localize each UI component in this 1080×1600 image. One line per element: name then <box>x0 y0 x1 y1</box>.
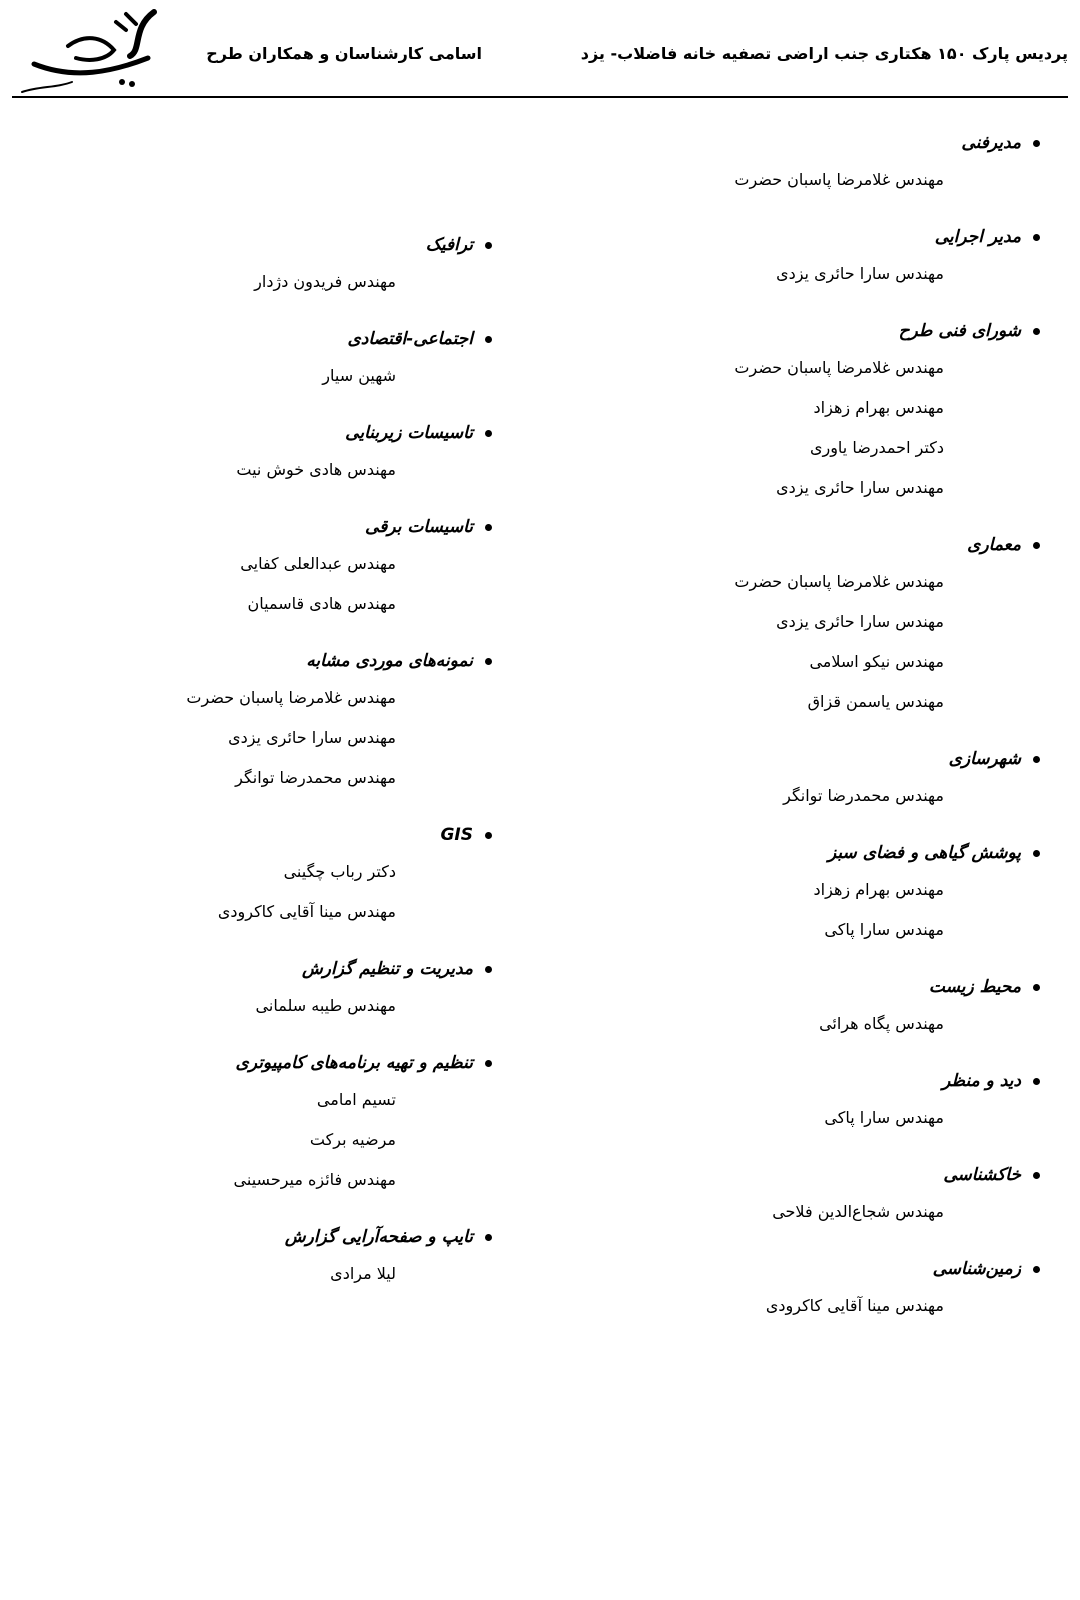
section-title <box>22 648 492 674</box>
team-member: تسیم امامی <box>316 1090 396 1109</box>
team-member: مهندس غلامرضا پاسبان حضرت <box>734 170 944 189</box>
project-title: پردیس پارک ۱۵۰ هکتاری جنب اراضی تصفیه خانه فاضلاب- یزد <box>580 44 1068 63</box>
section-title <box>22 514 492 540</box>
logo-icon <box>14 6 164 96</box>
section <box>22 648 492 788</box>
team-member: مهندس سارا پاکی <box>824 920 944 939</box>
section <box>620 1256 1040 1316</box>
bullet-icon <box>485 242 492 249</box>
section-title <box>620 224 1040 250</box>
section-title-text: تاسیسات زیربنایی <box>345 423 473 443</box>
bullet-icon <box>1033 234 1040 241</box>
bullet-icon <box>485 336 492 343</box>
bullet-icon <box>1033 850 1040 857</box>
team-member: مهندس غلامرضا پاسبان حضرت <box>186 688 396 707</box>
bullet-icon <box>1033 140 1040 147</box>
bullet-icon <box>1033 1266 1040 1273</box>
bullet-icon <box>1033 984 1040 991</box>
section-title-text: خاکشناسی <box>943 1165 1021 1185</box>
team-member: مهندس شجاع‌الدین فلاحی <box>772 1202 944 1221</box>
bullet-icon <box>485 832 492 839</box>
bullet-icon <box>1033 1078 1040 1085</box>
section <box>620 746 1040 806</box>
team-member: مهندس سارا حائری یزدی <box>228 728 396 747</box>
team-title: اسامی کارشناسان و همکاران طرح <box>206 44 482 63</box>
section <box>22 956 492 1016</box>
section-title-text: دید و منظر <box>942 1071 1021 1091</box>
section-title-text: تایپ و صفحه‌آرایی گزارش <box>284 1227 473 1247</box>
team-member: مهندس محمدرضا توانگر <box>235 768 396 787</box>
bullet-icon <box>485 430 492 437</box>
section-title <box>620 1068 1040 1094</box>
section <box>22 326 492 386</box>
section <box>22 514 492 614</box>
section-title <box>620 532 1040 558</box>
team-member: مهندس فریدون دژدار <box>254 272 396 291</box>
section-title-text: مدیر اجرایی <box>934 227 1021 247</box>
left-column <box>22 232 492 1318</box>
team-member: مهندس فائزه میرحسینی <box>233 1170 396 1189</box>
section-title-text: شهرسازی <box>948 749 1021 769</box>
team-member: لیلا مرادی <box>330 1264 396 1283</box>
section-title <box>620 1256 1040 1282</box>
section-title <box>22 326 492 352</box>
section-title <box>22 232 492 258</box>
section-title-text: تنظیم و تهیه برنامه‌های کامپیوتری <box>235 1053 473 1073</box>
section-title-text: مدیریت و تنظیم گزارش <box>302 959 473 979</box>
section-title <box>22 956 492 982</box>
section <box>620 974 1040 1034</box>
section-title-text: نمونه‌های موردی مشابه <box>306 651 473 671</box>
team-member: مهندس غلامرضا پاسبان حضرت <box>734 358 944 377</box>
bullet-icon <box>1033 1172 1040 1179</box>
section-title <box>22 420 492 446</box>
team-member: مهندس پگاه هرائی <box>819 1014 944 1033</box>
team-member: مهندس سارا حائری یزدی <box>776 612 944 631</box>
section <box>620 840 1040 940</box>
section <box>620 224 1040 284</box>
team-member: دکتر رباب چگینی <box>283 862 396 881</box>
section <box>22 1224 492 1284</box>
team-member: مهندس سارا پاکی <box>824 1108 944 1127</box>
section <box>22 232 492 292</box>
section-title-text: ترافیک <box>425 235 473 255</box>
team-member: مهندس نیکو اسلامی <box>809 652 944 671</box>
section-title-text: معماری <box>967 535 1021 555</box>
section-title-text: زمین‌شناسی <box>932 1259 1021 1279</box>
team-member: مهندس بهرام زهزاد <box>813 880 944 899</box>
right-column <box>620 130 1040 1350</box>
section-title-text: اجتماعی-اقتصادی <box>347 329 473 349</box>
section-title-text: GIS <box>440 825 473 845</box>
team-member: مهندس مینا آقایی کاکرودی <box>765 1296 944 1315</box>
section-title-text: شورای فنی طرح <box>898 321 1021 341</box>
section <box>620 1068 1040 1128</box>
bullet-icon <box>1033 542 1040 549</box>
section-title <box>620 746 1040 772</box>
team-member: مهندس سارا حائری یزدی <box>776 478 944 497</box>
section-title <box>22 1224 492 1250</box>
section <box>620 532 1040 712</box>
section-title <box>620 130 1040 156</box>
section-title-text: محیط زیست <box>928 977 1021 997</box>
header-divider <box>12 96 1068 98</box>
section <box>22 420 492 480</box>
section-title <box>22 822 492 848</box>
bullet-icon <box>485 966 492 973</box>
section-title <box>22 1050 492 1076</box>
section-title <box>620 840 1040 866</box>
bullet-icon <box>1033 328 1040 335</box>
section-title <box>620 1162 1040 1188</box>
team-member: مهندس سارا حائری یزدی <box>776 264 944 283</box>
page-header <box>0 0 1080 100</box>
team-member: شهین سیار <box>322 366 396 385</box>
section <box>620 1162 1040 1222</box>
section <box>22 1050 492 1190</box>
team-member: مهندس عبدالعلی کفایی <box>240 554 396 573</box>
team-member: مهندس هادی خوش نیت <box>236 460 396 479</box>
bullet-icon <box>485 1060 492 1067</box>
section-title-text: مدیرفنی <box>961 133 1021 153</box>
team-member: مهندس هادی قاسمیان <box>247 594 396 613</box>
bullet-icon <box>485 658 492 665</box>
bullet-icon <box>485 524 492 531</box>
section <box>620 318 1040 498</box>
team-member: مهندس محمدرضا توانگر <box>783 786 944 805</box>
team-member: مهندس غلامرضا پاسبان حضرت <box>734 572 944 591</box>
team-member: دکتر احمدرضا یاوری <box>809 438 944 457</box>
section-title <box>620 318 1040 344</box>
team-member: مهندس بهرام زهزاد <box>813 398 944 417</box>
section <box>620 130 1040 190</box>
team-member: مهندس مینا آقایی کاکرودی <box>217 902 396 921</box>
bullet-icon <box>1033 756 1040 763</box>
section-title-text: تاسیسات برقی <box>365 517 473 537</box>
section-title <box>620 974 1040 1000</box>
bullet-icon <box>485 1234 492 1241</box>
team-member: مهندس طیبه سلمانی <box>255 996 396 1015</box>
section-title-text: پوشش گیاهی و فضای سبز <box>828 843 1021 863</box>
section <box>22 822 492 922</box>
team-member: مرضیه برکت <box>309 1130 396 1149</box>
team-member: مهندس یاسمن قزاق <box>807 692 944 711</box>
